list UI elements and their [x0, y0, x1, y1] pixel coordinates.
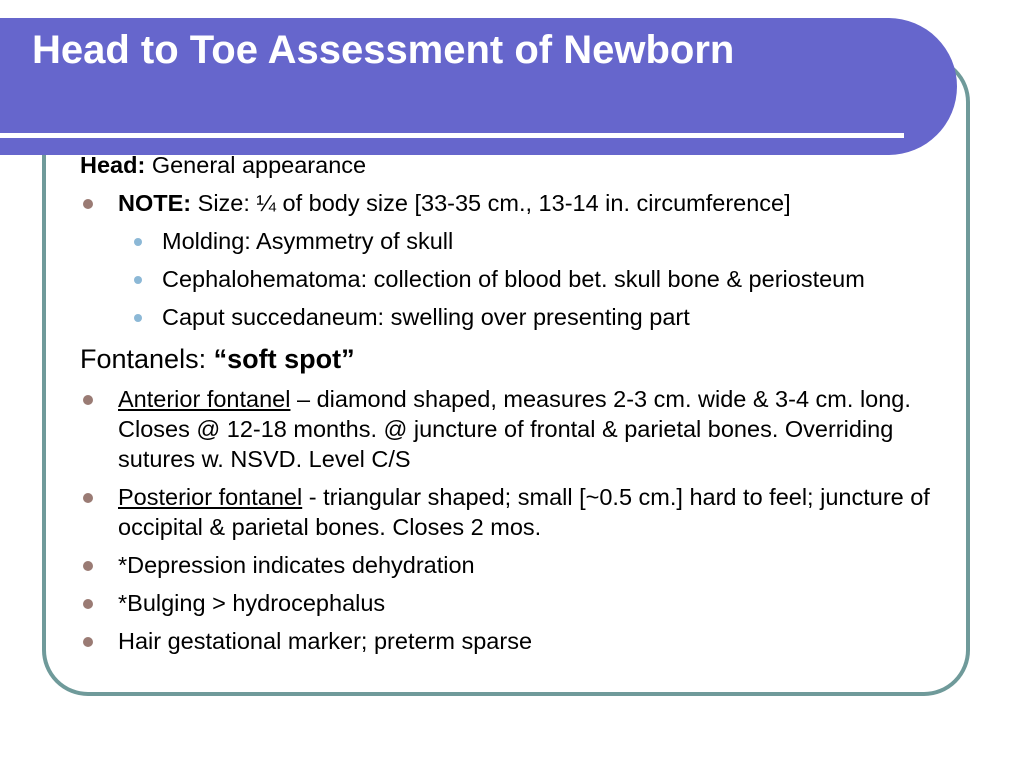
head-label: Head: — [80, 152, 146, 178]
fontanels-label: Fontanels — [80, 344, 199, 374]
head-text: General appearance — [145, 152, 367, 178]
posterior-fontanel-term: Posterior fontanel — [118, 484, 303, 510]
bullet-dot — [83, 493, 93, 503]
sub-bullet-caput — [80, 302, 960, 332]
note-bullet — [80, 188, 960, 218]
sub-bullet-text: Caput succedaneum: swelling over presenting part — [162, 304, 690, 330]
hair-bullet — [80, 626, 960, 656]
anterior-fontanel-term: Anterior fontanel — [118, 386, 291, 412]
sub-bullet-text: Cephalohematoma: collection of blood bet. skull bone & periosteum — [162, 266, 865, 292]
posterior-fontanel-text: - triangular shaped; small [~0.5 cm.] hard to feel; juncture of occipital & parietal bones. Closes 2 mos. — [118, 484, 930, 540]
bullet-dot — [83, 561, 93, 571]
fontanels-quote: “soft spot” — [213, 344, 355, 374]
sub-bullet-dot — [134, 238, 142, 246]
note-text: Size: ¼ of body size [33-35 cm., 13-14 in. circumference] — [191, 190, 791, 216]
title-divider — [0, 133, 904, 138]
depression-text: *Depression indicates dehydration — [118, 552, 475, 578]
anterior-fontanel-text: – diamond shaped, measures 2-3 cm. wide & 3-4 cm. long. Closes @ 12-18 months. @ juncture of frontal & parietal bones. Overriding sutures w. NSVD. Level C/S — [118, 386, 911, 472]
note-label: NOTE: — [118, 190, 192, 216]
slide-body — [80, 150, 960, 656]
fontanels-heading — [80, 342, 960, 376]
bulging-text: *Bulging > hydrocephalus — [118, 590, 386, 616]
bullet-dot — [83, 199, 93, 209]
posterior-fontanel-bullet — [80, 482, 960, 542]
fontanels-colon: : — [198, 344, 214, 374]
sub-bullet-cephalohematoma — [80, 264, 960, 294]
sub-bullet-dot — [134, 314, 142, 322]
depression-bullet — [80, 550, 960, 580]
sub-bullet-dot — [134, 276, 142, 284]
hair-text: Hair gestational marker; preterm sparse — [118, 628, 533, 654]
head-line — [80, 150, 960, 180]
slide-title: Head to Toe Assessment of Newborn — [32, 28, 735, 72]
sub-bullet-molding — [80, 226, 960, 256]
bullet-dot — [83, 637, 93, 647]
anterior-fontanel-bullet — [80, 384, 960, 474]
bullet-dot — [83, 395, 93, 405]
bulging-bullet — [80, 588, 960, 618]
bullet-dot — [83, 599, 93, 609]
sub-bullet-text: Molding: Asymmetry of skull — [162, 228, 454, 254]
